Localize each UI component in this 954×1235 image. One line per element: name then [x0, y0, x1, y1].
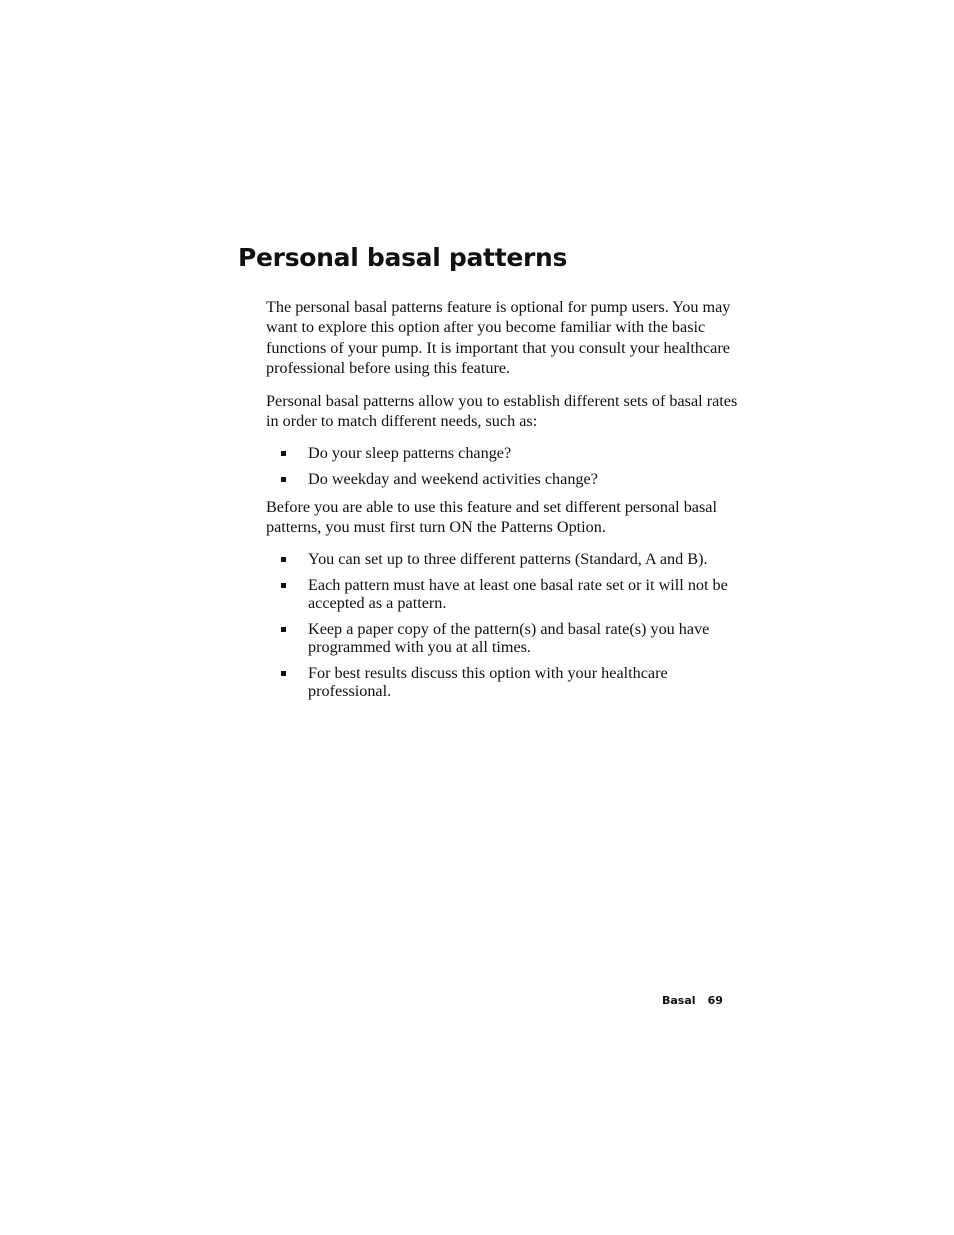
list-item-text: For best results discuss this option with your healthcare professional. — [308, 664, 668, 700]
paragraph-text: Personal basal patterns allow you to establish different sets of basal rates in order to match different needs, such as: — [266, 392, 738, 431]
paragraph-text: The personal basal patterns feature is optional for pump users. You may want to explore this option after you become familiar with the basic functions of your pump. It is important that you consult your healthcare professional before using this feature. — [266, 298, 731, 377]
square-bullet-icon — [281, 583, 286, 588]
square-bullet-icon — [281, 627, 286, 632]
list-item-text: Do your sleep patterns change? — [308, 444, 512, 462]
list-item-text: Keep a paper copy of the pattern(s) and basal rate(s) you have programmed with you at all times. — [308, 620, 710, 656]
page-footer — [662, 994, 723, 1007]
list-item — [266, 621, 746, 656]
page-number: 69 — [707, 994, 723, 1007]
list-item-text: Do weekday and weekend activities change? — [308, 470, 598, 488]
square-bullet-icon — [281, 477, 286, 482]
needs-paragraph — [266, 391, 741, 432]
square-bullet-icon — [281, 451, 286, 456]
list-item — [266, 471, 746, 489]
list-item — [266, 577, 746, 612]
intro-paragraph — [266, 297, 741, 378]
square-bullet-icon — [281, 557, 286, 562]
patterns-option-paragraph — [266, 497, 741, 538]
square-bullet-icon — [281, 671, 286, 676]
list-item — [266, 551, 746, 569]
footer-section-name: Basal — [662, 994, 696, 1007]
list-item — [266, 445, 746, 463]
needs-bullet-list — [266, 445, 746, 489]
notes-bullet-list — [266, 551, 746, 700]
list-item-text: Each pattern must have at least one basal rate set or it will not be accepted as a pattern. — [308, 576, 728, 612]
page-title: Personal basal patterns — [238, 243, 568, 272]
list-item — [266, 665, 746, 700]
paragraph-text: Before you are able to use this feature and set different personal basal patterns, you must first turn ON the Patterns Option. — [266, 498, 717, 537]
list-item-text: You can set up to three different patterns (Standard, A and B). — [308, 550, 708, 568]
